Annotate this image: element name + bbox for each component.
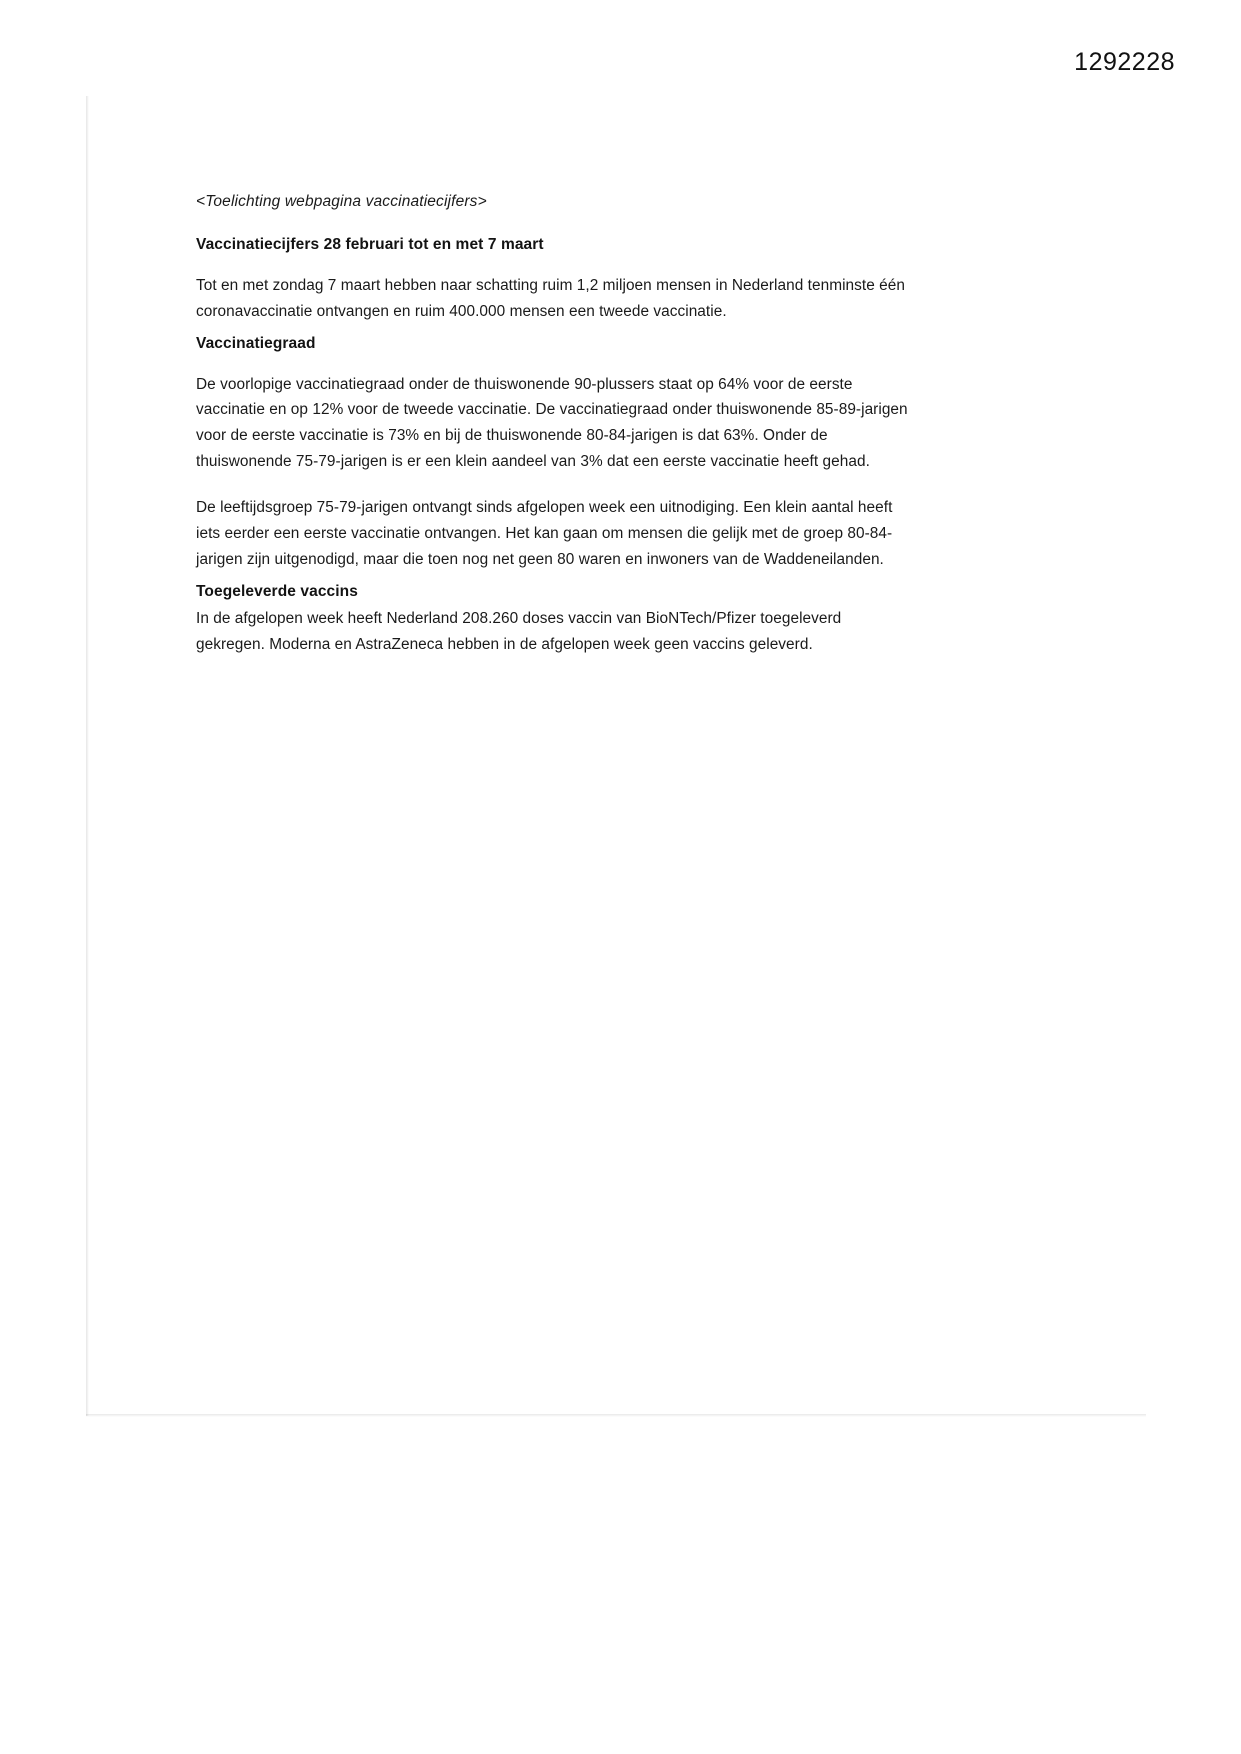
section-heading: Vaccinatiecijfers 28 februari tot en met 7 maart bbox=[196, 236, 544, 253]
paragraph: De leeftijdsgroep 75-79-jarigen ontvangt sinds afgelopen week een uitnodiging. Een klein aantal heeft iets eerder een eerste vaccinatie ontvangen. Het kan gaan om mensen die gelijk met de groep 80-84-jarigen zijn uitgenodigd, maar die toen nog net geen 80 waren en inwoners van de Waddeneilanden. bbox=[196, 499, 893, 568]
scan-edge-bottom bbox=[86, 1414, 1146, 1417]
section-toegeleverde-vaccins bbox=[196, 582, 912, 658]
section-vaccinatiecijfers bbox=[196, 235, 912, 325]
section-heading: Vaccinatiegraad bbox=[196, 334, 316, 352]
paragraph: De voorlopige vaccinatiegraad onder de thuiswonende 90-plussers staat op 64% voor de eerste vaccinatie en op 12% voor de tweede vaccinatie. De vaccinatiegraad onder thuiswonende 85-89-jarigen voor de eerste vaccinatie is 73% en bij de thuiswonende 80-84-jarigen is dat 63%. Onder de thuiswonende 75-79-jarigen is er een klein aandeel van 3% dat een eerste vaccinatie heeft gehad. bbox=[196, 375, 908, 471]
scan-edge-left bbox=[86, 96, 89, 1416]
section-vaccinatiegraad bbox=[196, 334, 912, 573]
paragraph: Tot en met zondag 7 maart hebben naar schatting ruim 1,2 miljoen mensen in Nederland tenminste één coronavaccinatie ontvangen en ruim 400.000 mensen een tweede vaccinatie. bbox=[196, 276, 906, 320]
subject-line: <Toelichting webpagina vaccinatiecijfers> bbox=[196, 193, 487, 210]
section-heading: Toegeleverde vaccins bbox=[196, 582, 358, 600]
document-number: 1292228 bbox=[1074, 48, 1175, 76]
document-body bbox=[196, 193, 912, 666]
paragraph: In de afgelopen week heeft Nederland 208.260 doses vaccin van BioNTech/Pfizer toegeleverd gekregen. Moderna en AstraZeneca hebben in de afgelopen week geen vaccins geleverd. bbox=[196, 609, 842, 653]
